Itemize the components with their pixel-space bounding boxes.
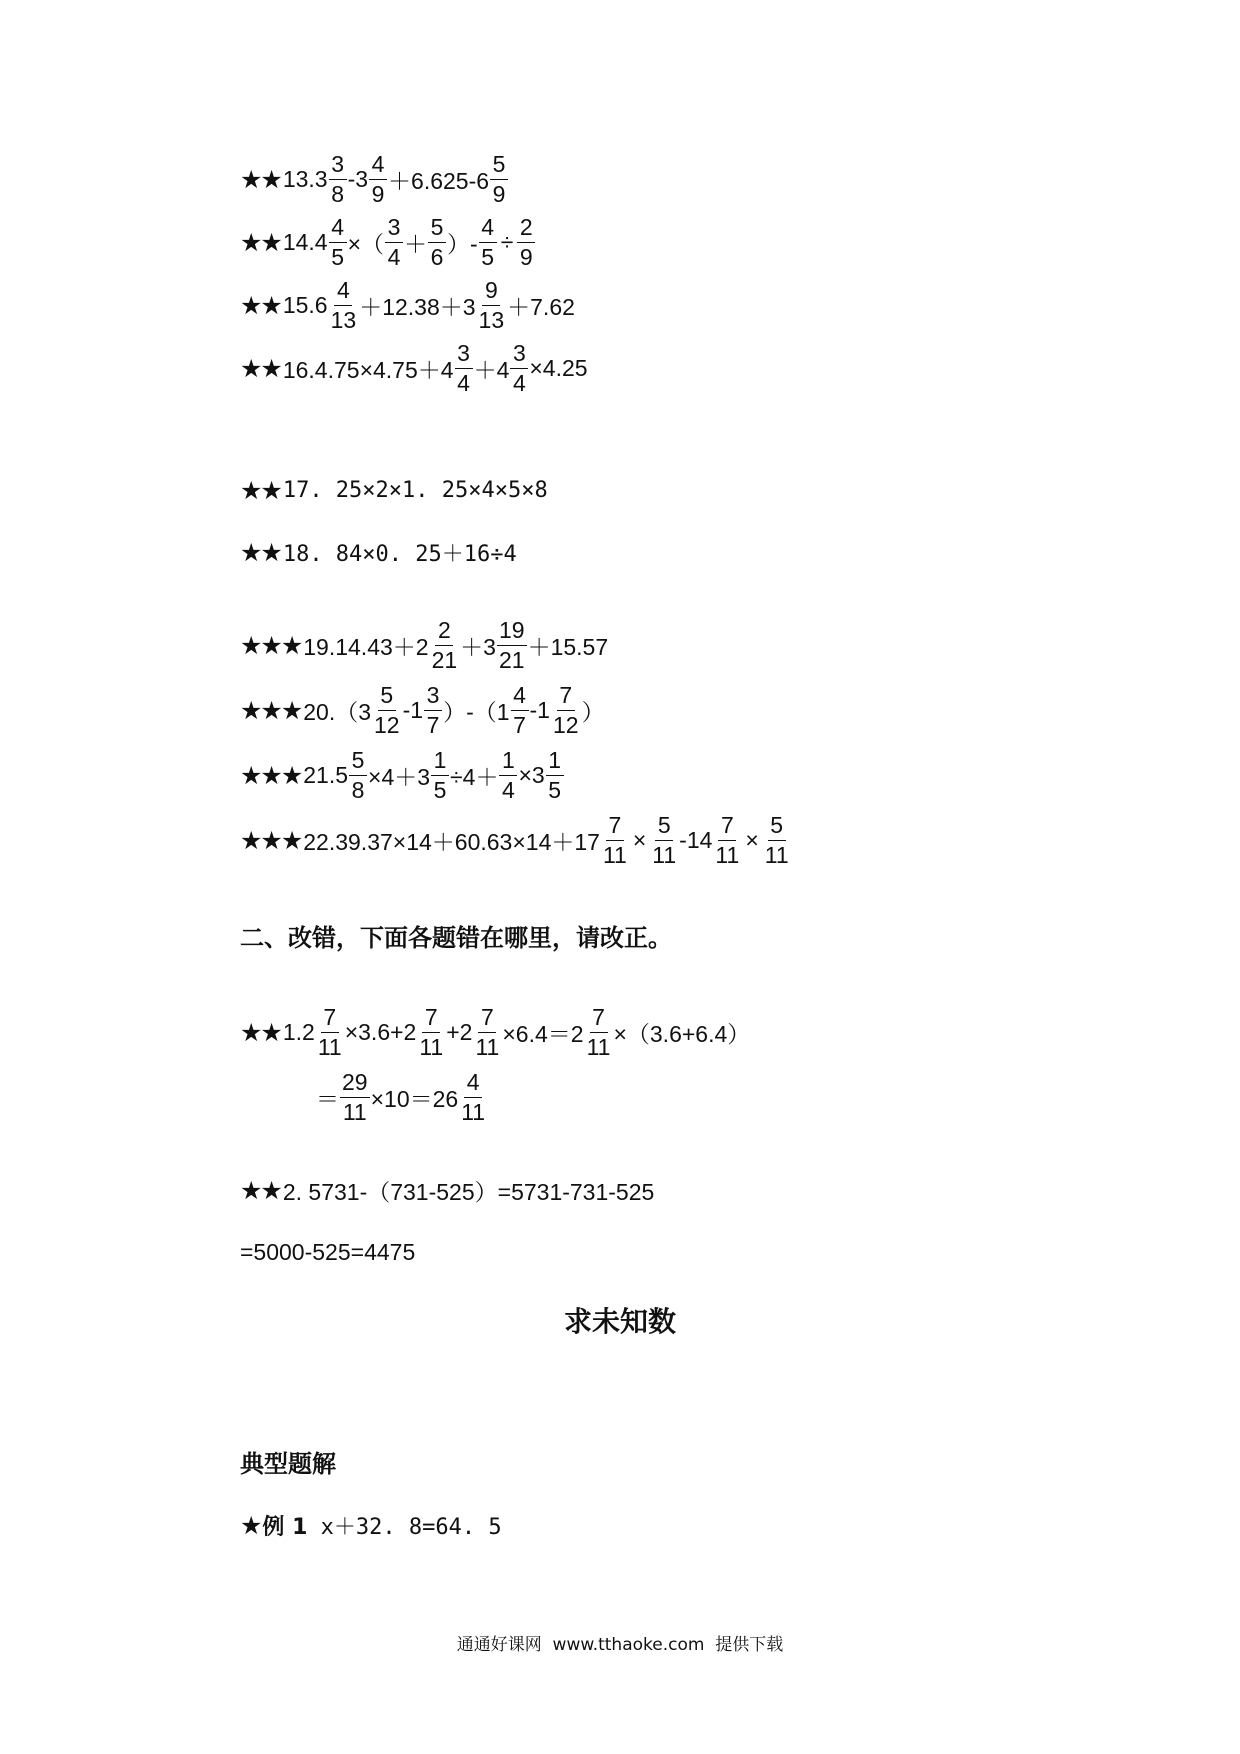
difficulty-stars: ★ [240,1510,261,1540]
correction-1-continued [316,1067,488,1127]
expr-text: × [632,826,647,853]
expr-text: ） [581,698,605,725]
expr-text: -14 [679,826,713,853]
difficulty-stars: ★★ [240,475,281,505]
fraction: $\frac{7}{11}$ [715,811,740,868]
expr-text: +2 [446,1018,473,1045]
expr-text: 22.39.37×14＋60.63×14＋17 [303,828,600,855]
difficulty-stars: ★★ [240,537,281,567]
expr-text: ×4＋3 [368,763,431,790]
difficulty-stars: ★★ [240,1017,281,1047]
difficulty-stars: ★★ [240,290,281,320]
subheading: 典型题解 [240,1450,336,1478]
difficulty-stars: ★★ [240,1175,281,1205]
problem-19 [240,615,608,675]
expr-text: x＋32. 8=64. 5 [307,1514,502,1540]
fraction: $\frac{5}{6}$ [428,216,446,269]
fraction: $\frac{3}{4}$ [510,342,528,395]
fraction: $\frac{3}{4}$ [455,342,473,395]
fraction: $\frac{1}{5}$ [546,749,564,802]
fraction: $\frac{4}{13}$ [330,276,357,333]
fraction: $\frac{3}{7}$ [424,684,442,737]
fraction: $\frac{4}{5}$ [329,216,347,269]
correction-2 [240,1160,654,1220]
section-heading: 二、改错，下面各题错在哪里，请改正。 [240,924,672,952]
expr-text: 1.2 [282,1018,315,1045]
expr-text: ÷ [500,228,514,255]
correction-1 [240,1002,750,1062]
problem-13 [240,149,509,209]
fraction: $\frac{2}{21}$ [431,616,458,673]
problem-16 [240,338,588,398]
problem-22 [240,810,792,870]
expr-text: ＋7.62 [507,293,575,320]
difficulty-stars: ★★★ [240,825,302,855]
section-title: 求未知数 [563,1305,676,1338]
expr-text: 19.14.43＋2 [303,633,429,660]
expr-text: =5000-525=4475 [240,1238,416,1265]
problem-15 [240,275,575,335]
fraction: $\frac{4}{9}$ [369,153,387,206]
problem-20 [240,680,605,740]
expr-text: -1 [529,696,550,723]
expr-text: ＋3 [460,633,496,660]
difficulty-stars: ★★ [240,227,281,257]
expr-text: ＋ [404,230,428,257]
fraction: $\frac{19}{21}$ [498,616,525,673]
expr-text: -3 [347,165,369,192]
difficulty-stars: ★★★ [240,760,302,790]
difficulty-stars: ★★★ [240,695,302,725]
expr-text: ＋15.57 [527,633,609,660]
page-footer: 通通好课网 www.tthaoke.com 提供下载 [456,1635,784,1655]
expr-text: ×（3.6+6.4） [613,1020,751,1047]
expr-text: ×10＝26 [370,1085,459,1112]
fraction: $\frac{7}{12}$ [552,681,579,738]
fraction: $\frac{7}{11}$ [586,1003,611,1060]
expr-text: 15.6 [282,291,328,318]
expr-text: -1 [402,696,424,723]
expr-text: ＝ [316,1085,339,1112]
fraction: $\frac{5}{11}$ [764,811,789,868]
example-1 [240,1495,502,1555]
expr-text: 14.4 [282,228,328,255]
expr-text: ）-（1 [443,698,510,725]
fraction: $\frac{1}{4}$ [499,749,517,802]
expr-text: 18. 84×0. 25＋16÷4 [282,541,517,567]
example-label: 例 1 [262,1514,308,1540]
expr-text: 20.（3 [303,698,372,725]
fraction: $\frac{5}{11}$ [652,811,677,868]
fraction: $\frac{4}{11}$ [461,1068,486,1125]
expr-text: ×3 [518,761,545,788]
fraction: $\frac{5}{9}$ [490,153,508,206]
fraction: $\frac{3}{4}$ [385,216,403,269]
expr-text: × [745,826,759,853]
fraction: $\frac{4}{5}$ [479,216,497,269]
fraction: $\frac{2}{9}$ [517,216,535,269]
fraction: $\frac{7}{11}$ [419,1003,444,1060]
expr-text: 13.3 [282,165,328,192]
expr-text: ＋6.625-6 [388,167,490,194]
expr-text: ＋12.38＋3 [359,293,476,320]
fraction: $\frac{3}{8}$ [329,153,347,206]
expr-text: 16.4.75×4.75＋4 [282,356,454,383]
expr-text: 2. 5731-（731-525）=5731-731-525 [282,1178,655,1205]
fraction: $\frac{9}{13}$ [478,276,505,333]
expr-text: ）- [447,230,478,257]
difficulty-stars: ★★★ [240,630,302,660]
expr-text: ÷4＋ [450,763,499,790]
fraction: $\frac{7}{11}$ [475,1003,500,1060]
fraction: $\frac{4}{7}$ [511,684,529,737]
fraction: $\frac{1}{5}$ [431,749,449,802]
fraction: $\frac{29}{11}$ [342,1068,368,1125]
expr-text: ×6.4＝2 [502,1020,584,1047]
expr-text: ×4.25 [529,354,588,381]
problem-17 [240,460,548,520]
difficulty-stars: ★★ [240,353,281,383]
expr-text: ×3.6+2 [344,1018,417,1045]
problem-21 [240,745,565,805]
expr-text: 17. 25×2×1. 25×4×5×8 [282,477,548,503]
fraction: $\frac{7}{11}$ [317,1003,342,1060]
fraction: $\frac{7}{11}$ [602,811,627,868]
fraction: $\frac{5}{8}$ [349,749,367,802]
expr-text: ×（ [347,230,385,257]
correction-2-continued [240,1222,415,1282]
problem-18 [240,522,517,582]
expr-text: ＋4 [473,356,510,383]
expr-text: 21.5 [303,761,349,788]
difficulty-stars: ★★ [240,164,281,194]
fraction: $\frac{5}{12}$ [374,681,400,738]
problem-14 [240,212,536,272]
